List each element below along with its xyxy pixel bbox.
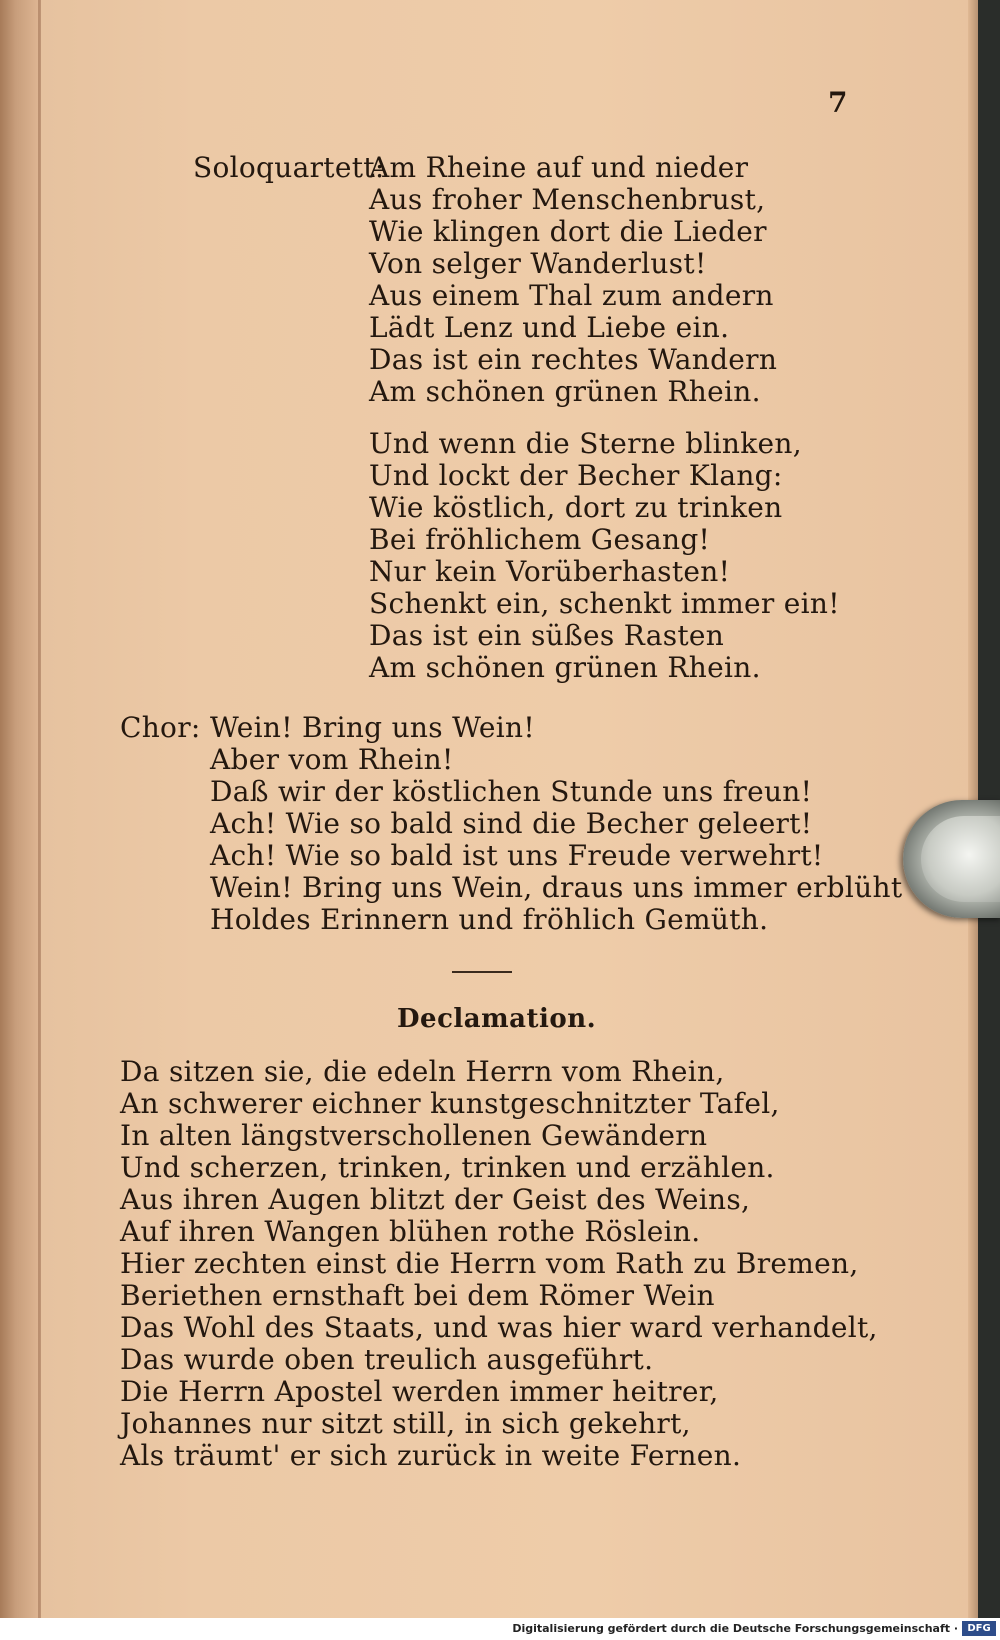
dfg-logo: DFG — [962, 1621, 996, 1636]
verse-line: Aus einem Thal zum andern — [369, 279, 774, 312]
verse-line: Das ist ein rechtes Wandern — [369, 343, 778, 376]
page-number: 7 — [828, 86, 848, 119]
verse-line: Nur kein Vorüberhasten! — [369, 555, 731, 588]
declamation-text — [120, 1056, 878, 1472]
verse-line: Daß wir der köstlichen Stunde uns freun! — [210, 775, 813, 808]
verse-line: Wein! Bring uns Wein, draus uns immer erblüht — [210, 871, 903, 904]
verse-line: Am Rheine auf und nieder — [369, 151, 749, 184]
verse-line: Bei fröhlichem Gesang! — [369, 523, 711, 556]
clip-highlight — [921, 816, 1000, 902]
verse-line: Das ist ein süßes Rasten — [369, 619, 725, 652]
solo-stanza-1 — [369, 152, 777, 408]
verse-line: Aus ihren Augen blitzt der Geist des Weins, — [120, 1183, 751, 1216]
page-gutter — [0, 0, 40, 1618]
verse-line: Johannes nur sitzt still, in sich gekehrt, — [120, 1407, 691, 1440]
verse-line: Das Wohl des Staats, und was hier ward verhandelt, — [120, 1311, 878, 1344]
solo-quartet-label: Soloquartett: — [193, 151, 385, 184]
verse-line: Schenkt ein, schenkt immer ein! — [369, 587, 840, 620]
footer-credit: Digitalisierung gefördert durch die Deutsche Forschungsgemeinschaft · — [512, 1622, 958, 1635]
verse-line: Da sitzen sie, die edeln Herrn vom Rhein, — [120, 1055, 725, 1088]
verse-line: Am schönen grünen Rhein. — [369, 375, 761, 408]
verse-line: Wie köstlich, dort zu trinken — [369, 491, 783, 524]
verse-line: Aber vom Rhein! — [210, 743, 454, 776]
declamation-heading: Declamation. — [397, 1004, 597, 1034]
chorus-stanza — [210, 712, 902, 936]
digitization-footer — [0, 1618, 1000, 1640]
verse-line: Wein! Bring uns Wein! — [210, 711, 535, 744]
verse-line: Aus froher Menschenbrust, — [369, 183, 766, 216]
verse-line: Am schönen grünen Rhein. — [369, 651, 761, 684]
verse-line: Und scherzen, trinken, trinken und erzählen. — [120, 1151, 775, 1184]
section-divider — [452, 971, 512, 973]
chorus-label: Chor: — [120, 711, 201, 744]
gutter-line — [38, 0, 41, 1618]
verse-line: Das wurde oben treulich ausgeführt. — [120, 1343, 654, 1376]
verse-line: Wie klingen dort die Lieder — [369, 215, 767, 248]
verse-line: Auf ihren Wangen blühen rothe Röslein. — [120, 1215, 701, 1248]
verse-line: Und wenn die Sterne blinken, — [369, 427, 802, 460]
verse-line: Die Herrn Apostel werden immer heitrer, — [120, 1375, 719, 1408]
verse-line: Beriethen ernsthaft bei dem Römer Wein — [120, 1279, 715, 1312]
verse-line: In alten längstverschollenen Gewändern — [120, 1119, 708, 1152]
verse-line: Lädt Lenz und Liebe ein. — [369, 311, 730, 344]
verse-line: Als träumt' er sich zurück in weite Fernen. — [120, 1439, 742, 1472]
verse-line: Ach! Wie so bald sind die Becher geleert! — [210, 807, 813, 840]
verse-line: Hier zechten einst die Herrn vom Rath zu Bremen, — [120, 1247, 859, 1280]
verse-line: Und lockt der Becher Klang: — [369, 459, 783, 492]
verse-line: Ach! Wie so bald ist uns Freude verwehrt! — [210, 839, 824, 872]
verse-line: Von selger Wanderlust! — [369, 247, 707, 280]
solo-stanza-2 — [369, 428, 840, 684]
verse-line: Holdes Erinnern und fröhlich Gemüth. — [210, 903, 769, 936]
verse-line: An schwerer eichner kunstgeschnitzter Tafel, — [120, 1087, 780, 1120]
